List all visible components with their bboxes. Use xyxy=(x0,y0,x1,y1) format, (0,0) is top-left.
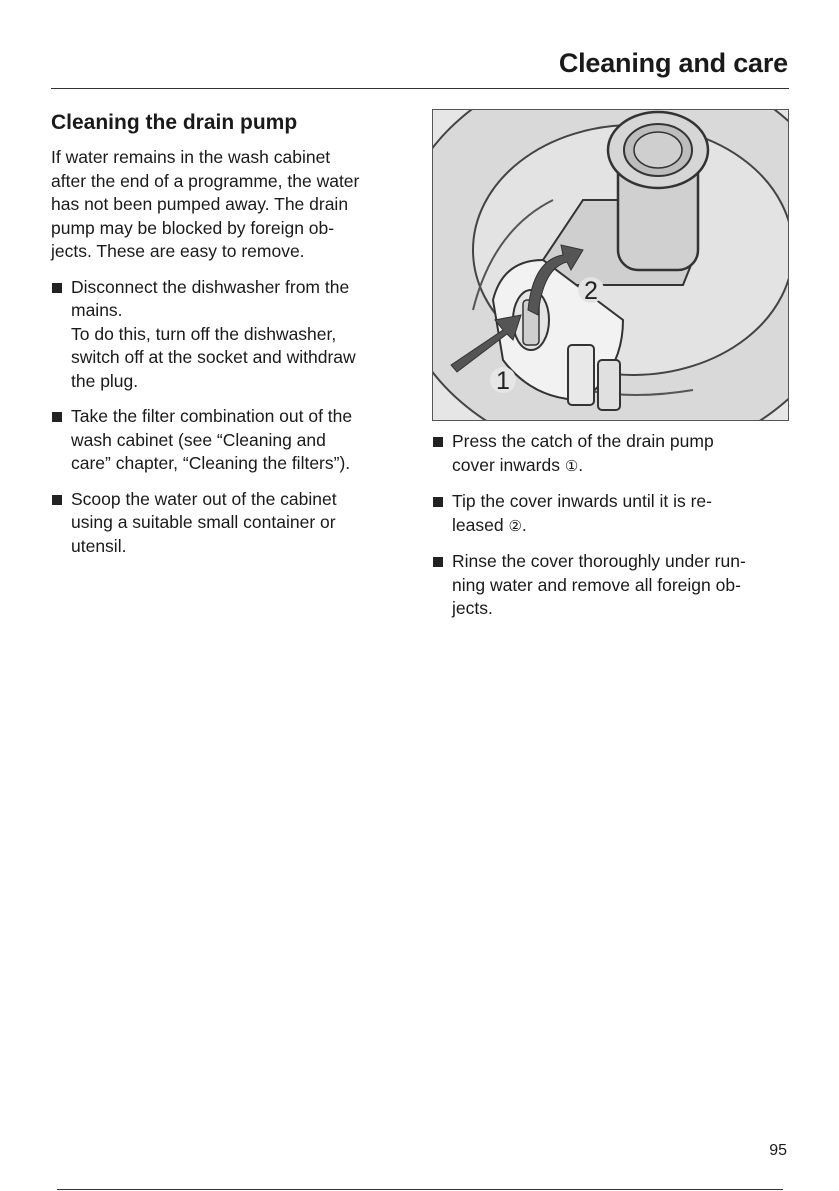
intro-line: after the end of a programme, the water xyxy=(51,170,360,191)
bullet-line: Tip the cover inwards until it is re- xyxy=(452,491,712,511)
bullet-tip-cover xyxy=(432,490,792,538)
bullet-line: Take the filter combination out of the xyxy=(71,406,353,426)
bullet-text: leased xyxy=(452,514,509,535)
header-rule xyxy=(51,88,789,89)
bullet-line: the plug. xyxy=(71,370,139,391)
bullet-line: ning water and remove all foreign ob- xyxy=(452,574,741,595)
bullet-line xyxy=(452,514,792,539)
bullet-square-icon xyxy=(433,557,443,567)
bullet-scoop-water xyxy=(51,488,411,559)
intro-line: jects. These are easy to remove. xyxy=(51,241,305,261)
drain-pump-illustration xyxy=(433,110,788,420)
bullet-line: Disconnect the dishwasher from the xyxy=(71,276,350,297)
intro-line: has not been pumped away. The drain xyxy=(51,194,349,214)
bullet-line: Scoop the water out of the cabinet xyxy=(71,488,337,509)
bullet-square-icon xyxy=(52,495,62,505)
bullet-line: Rinse the cover thoroughly under run- xyxy=(452,551,746,571)
bullet-line: wash cabinet (see “Cleaning and xyxy=(71,429,326,450)
intro-line: If water remains in the wash cabinet xyxy=(51,147,331,167)
bullet-line: using a suitable small container or xyxy=(71,512,336,532)
bullet-line: jects. xyxy=(452,598,493,618)
bullet-line: care” chapter, “Cleaning the filters”). xyxy=(71,453,351,473)
figure-label-2: 2 xyxy=(584,277,598,305)
circled-2-icon: ② xyxy=(508,517,522,535)
bullet-period: . xyxy=(521,514,527,535)
right-column xyxy=(432,430,792,633)
bullet-line: utensil. xyxy=(71,535,127,556)
bullet-text: cover inwards xyxy=(452,454,565,475)
bullet-line: To do this, turn off the dishwasher, xyxy=(71,323,337,344)
circled-1-icon: ① xyxy=(564,457,579,475)
bullet-line: Press the catch of the drain pump xyxy=(452,431,714,451)
left-column xyxy=(51,110,411,570)
page-header-title: Cleaning and care xyxy=(558,48,788,78)
bullet-line: switch off at the socket and withdraw xyxy=(71,347,356,367)
bullet-square-icon xyxy=(433,437,443,447)
footer-rule xyxy=(57,1189,783,1190)
bullet-line: mains. xyxy=(71,300,123,320)
intro-line: pump may be blocked by foreign ob- xyxy=(51,217,335,238)
bullet-period: . xyxy=(578,454,584,475)
bullet-square-icon xyxy=(52,283,62,293)
bullet-square-icon xyxy=(52,412,62,422)
page-number: 95 xyxy=(769,1142,787,1159)
bullet-remove-filter xyxy=(51,405,411,476)
figure-label-1: 1 xyxy=(496,367,510,395)
bullet-line xyxy=(452,454,792,479)
bullet-square-icon xyxy=(433,497,443,507)
intro-paragraph xyxy=(51,146,411,264)
bullet-rinse-cover xyxy=(432,550,792,621)
bullet-press-catch xyxy=(432,430,792,478)
section-heading: Cleaning the drain pump xyxy=(51,111,298,134)
drain-pump-figure xyxy=(432,109,789,421)
bullet-disconnect xyxy=(51,276,411,394)
